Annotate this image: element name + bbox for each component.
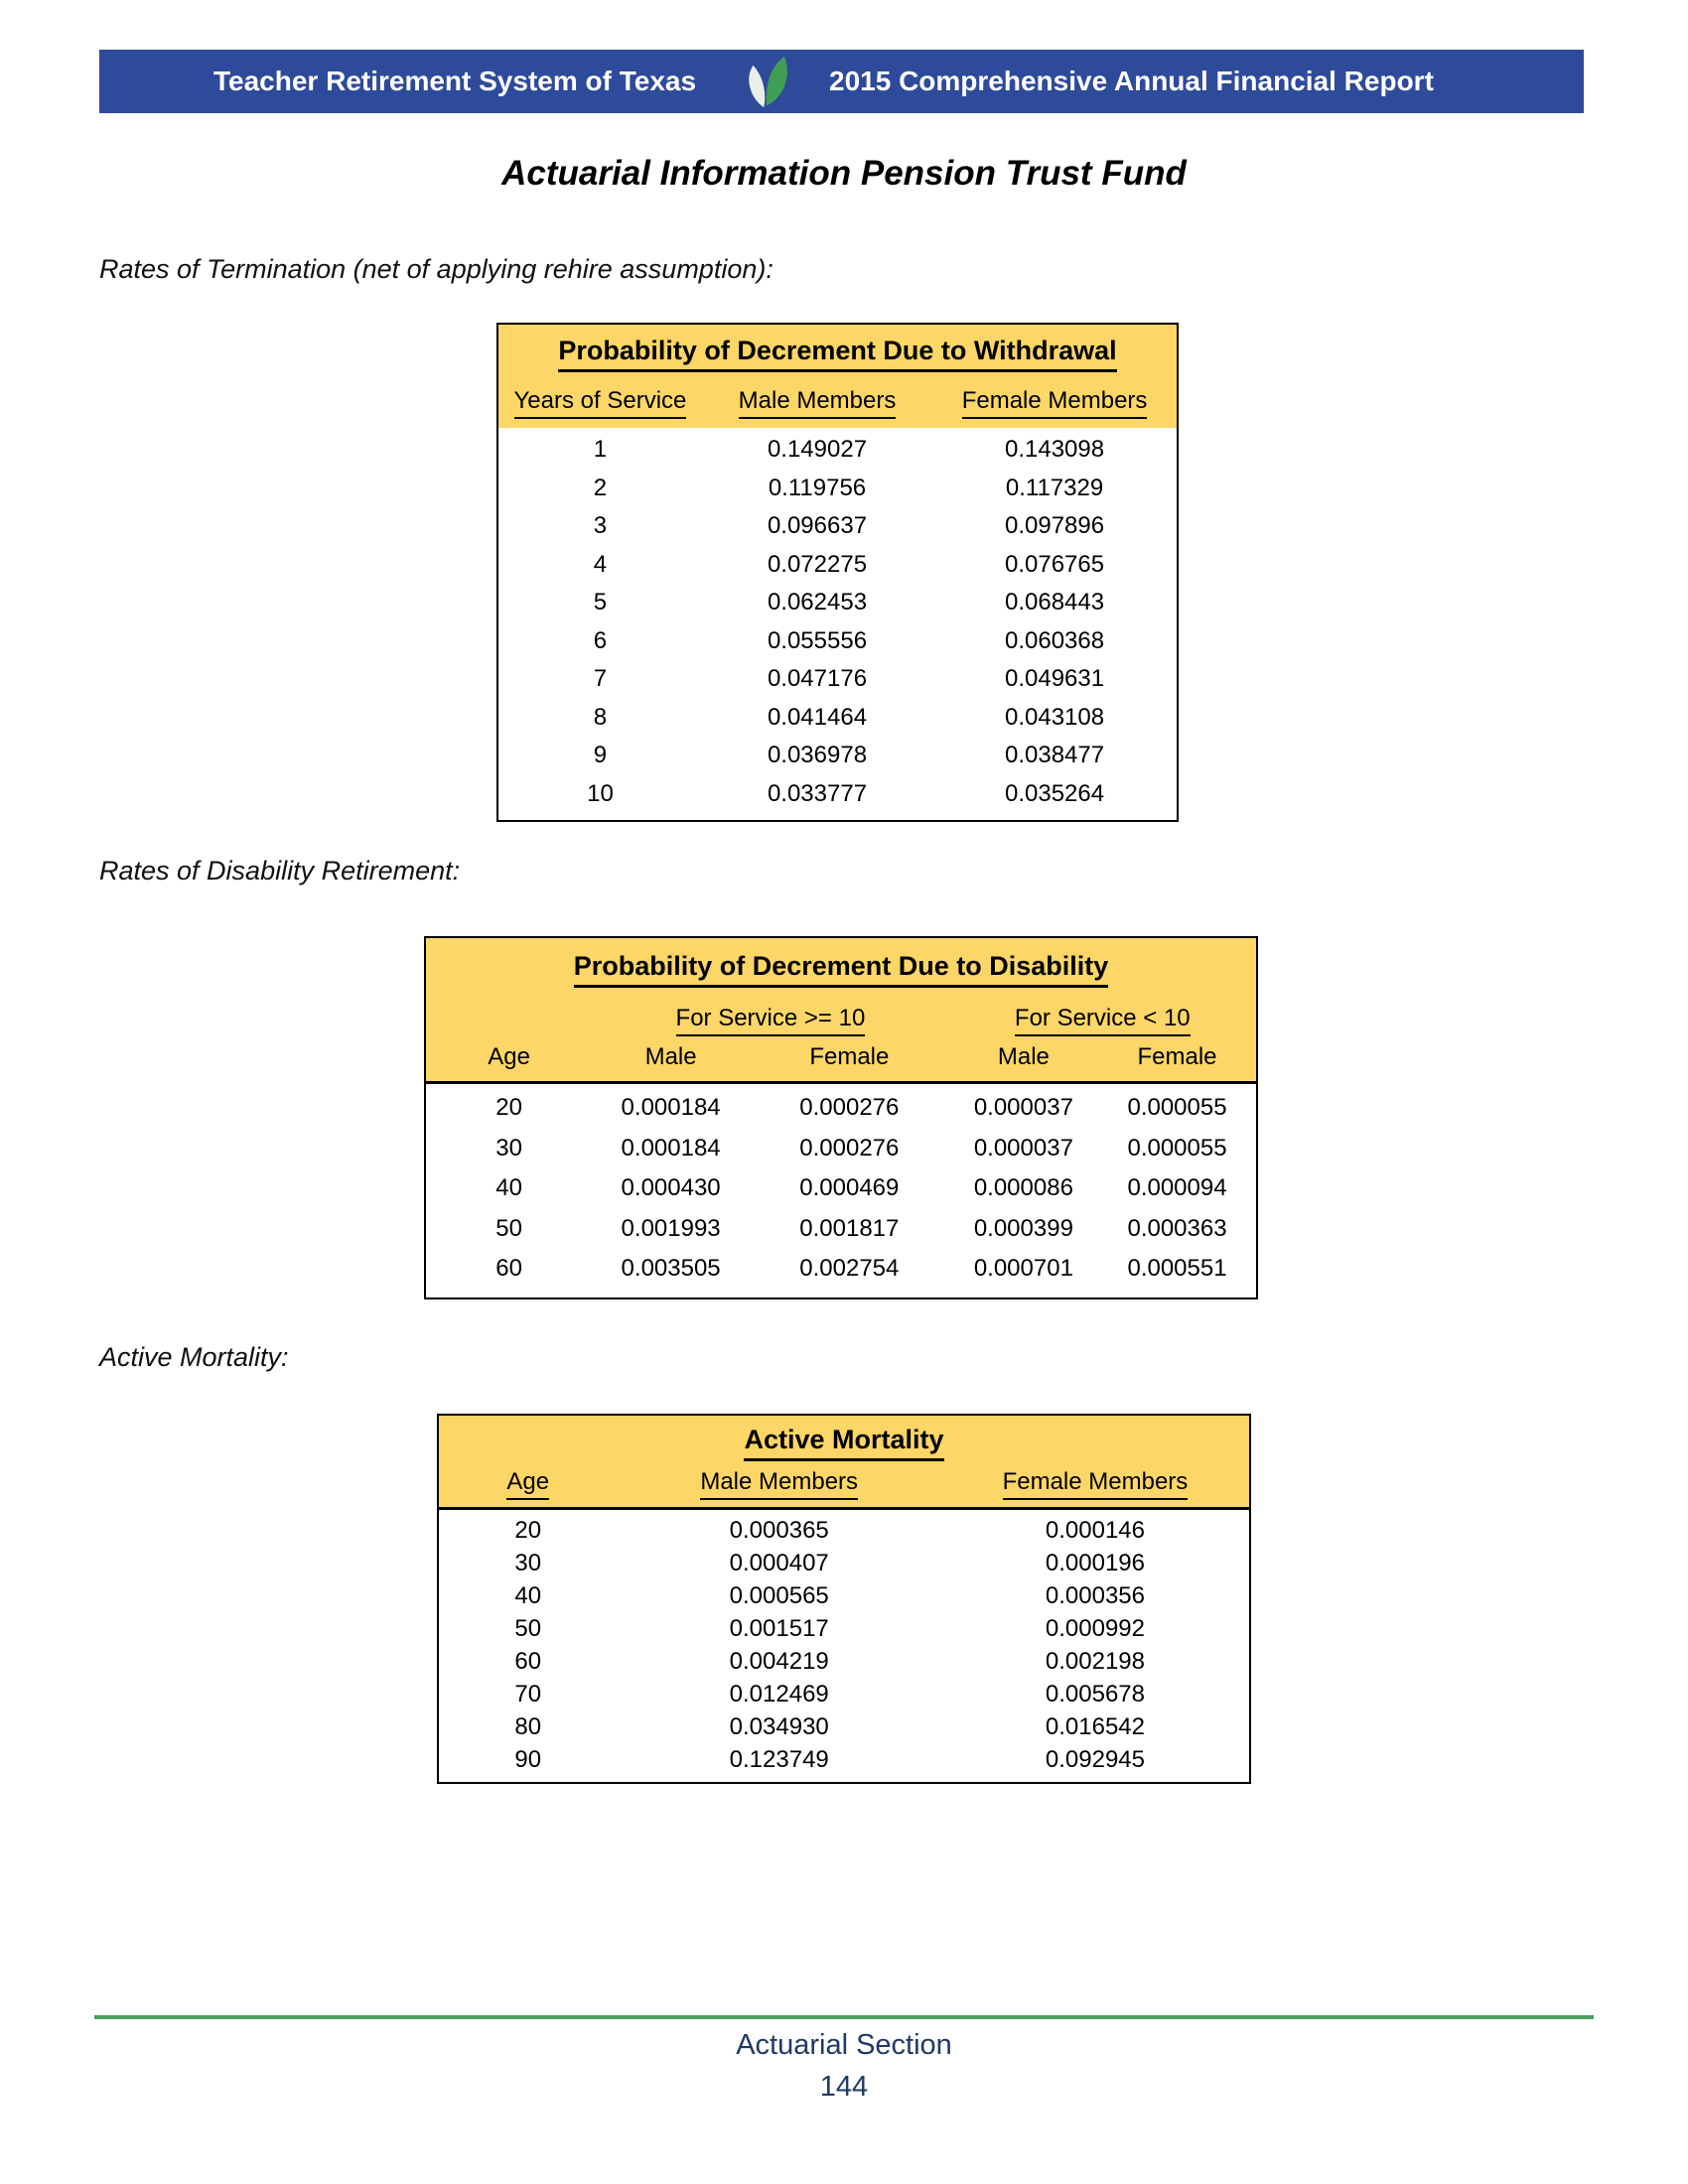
column-header: Years of Service [514,387,687,419]
table-cell: 0.000184 [621,1134,721,1161]
table-cell: 0.000094 [1127,1174,1227,1201]
table-cell: 0.001817 [799,1214,900,1242]
column-header: Male [644,1043,697,1070]
footer-divider [94,2015,1594,2019]
table-cell: 0.036978 [767,742,868,768]
table-cell: 0.143098 [1004,436,1105,463]
banner-left-title: Teacher Retirement System of Texas [213,66,697,96]
page-title: Actuarial Information Pension Trust Fund [501,154,1187,193]
table-cell: 6 [593,626,608,654]
table-cell: 0.049631 [1004,665,1105,692]
table-cell: 30 [514,1550,542,1576]
column-header: Female Members [962,387,1148,419]
withdrawal-table-title: Probability of Decrement Due to Withdrawal [498,325,1177,372]
table-cell: 0.004219 [729,1648,829,1675]
column-header: Female [809,1043,890,1070]
table-cell: 0.034930 [729,1713,829,1740]
table-cell: 2 [593,474,608,501]
mortality-table-title: Active Mortality [439,1416,1249,1461]
table-cell: 50 [495,1214,522,1242]
table-cell: 0.000992 [1045,1615,1145,1642]
table-cell: 0.000407 [729,1550,829,1576]
mortality-table-header [439,1416,1249,1510]
withdrawal-table-header [498,325,1177,428]
table-cell: 0.117329 [1005,474,1104,501]
table-cell: 0.000055 [1127,1134,1227,1161]
table-cell: 0.000469 [799,1174,900,1201]
table-cell: 50 [514,1615,542,1642]
table-cell: 0.000356 [1045,1582,1145,1609]
table-cell: 0.000086 [973,1174,1073,1201]
disability-column-headers [426,1043,1256,1081]
table-cell: 0.000055 [1127,1094,1227,1121]
disability-group-headers [426,1005,1256,1036]
table-cell: 4 [593,550,608,578]
table-cell: 0.001993 [621,1214,721,1242]
table-cell: 8 [593,703,608,731]
column-header: Male Members [739,387,897,419]
table-cell: 0.000430 [621,1174,721,1201]
footer-page-number: 144 [819,2071,869,2103]
table-cell: 10 [587,779,614,807]
table-cell: 0.000565 [729,1582,829,1609]
table-cell: 0.119756 [768,474,867,501]
mortality-column-headers [439,1468,1249,1507]
disability-table-header [426,938,1256,1084]
table-cell: 0.041464 [767,703,868,731]
banner-right-title: 2015 Comprehensive Annual Financial Report [829,66,1434,96]
page-banner [99,50,1584,113]
table-cell: 60 [514,1648,542,1675]
table-cell: 0.000551 [1127,1255,1227,1282]
mortality-table-body [439,1510,1249,1782]
table-cell: 0.003505 [621,1255,721,1282]
table-cell: 20 [514,1517,542,1544]
group-header-service-ge-10: For Service >= 10 [676,1005,866,1036]
table-cell: 5 [593,589,608,615]
mortality-table [437,1414,1251,1784]
table-cell: 0.038477 [1004,742,1105,768]
table-cell: 40 [514,1582,542,1609]
table-cell: 0.000276 [799,1094,900,1121]
table-cell: 0.149027 [767,436,868,463]
table-cell: 0.097896 [1004,512,1105,539]
withdrawal-table [496,323,1179,822]
table-cell: 0.043108 [1004,703,1105,731]
table-cell: 0.000701 [973,1255,1073,1282]
column-header: Female [1137,1043,1217,1070]
table-cell: 0.000363 [1127,1214,1227,1242]
disability-table [424,936,1258,1299]
table-cell: 40 [495,1174,522,1201]
table-cell: 0.033777 [767,779,868,807]
table-cell: 3 [593,512,608,539]
table-cell: 7 [593,665,608,692]
table-cell: 0.001517 [729,1615,829,1642]
column-header: Male [997,1043,1050,1070]
table-cell: 0.000276 [799,1134,900,1161]
table-cell: 0.002754 [799,1255,900,1282]
table-cell: 60 [495,1255,522,1282]
table-cell: 0.000184 [621,1094,721,1121]
table-cell: 0.055556 [767,626,868,654]
table-cell: 0.002198 [1045,1648,1145,1675]
disability-table-body [426,1084,1256,1297]
termination-section-label: Rates of Termination (net of applying rehire assumption): [99,254,774,284]
column-header: Age [506,1468,549,1500]
table-cell: 0.035264 [1004,779,1105,807]
table-cell: 0.005678 [1045,1681,1145,1707]
table-cell: 0.012469 [729,1681,829,1707]
table-cell: 70 [514,1681,542,1707]
table-cell: 0.076765 [1004,550,1105,578]
footer-section-name: Actuarial Section [736,2029,952,2061]
mortality-section-label: Active Mortality: [99,1342,289,1372]
table-cell: 0.068443 [1004,589,1105,615]
column-header: Male Members [700,1468,858,1500]
table-cell: 0.000037 [973,1094,1073,1121]
leaf-logo-icon [740,54,793,111]
table-cell: 30 [495,1134,522,1161]
table-cell: 0.047176 [767,665,868,692]
disability-section-label: Rates of Disability Retirement: [99,856,461,886]
table-cell: 0.072275 [767,550,868,578]
table-cell: 0.062453 [767,589,868,615]
table-cell: 0.000196 [1045,1550,1145,1576]
table-cell: 90 [514,1746,542,1773]
table-cell: 80 [514,1713,542,1740]
withdrawal-column-headers [498,387,1177,428]
disability-table-title: Probability of Decrement Due to Disability [426,938,1256,988]
withdrawal-table-body [498,428,1177,820]
table-cell: 1 [593,436,608,463]
table-cell: 0.000146 [1045,1517,1145,1544]
table-cell: 0.092945 [1045,1746,1145,1773]
group-header-service-lt-10: For Service < 10 [1015,1005,1191,1036]
table-cell: 0.016542 [1045,1713,1145,1740]
table-cell: 0.096637 [767,512,868,539]
column-header: Age [488,1043,530,1070]
table-cell: 0.000399 [973,1214,1073,1242]
table-cell: 0.123749 [729,1746,829,1773]
table-cell: 0.060368 [1004,626,1105,654]
table-cell: 20 [495,1094,522,1121]
column-header: Female Members [1003,1468,1189,1500]
table-cell: 9 [593,742,608,768]
table-cell: 0.000365 [729,1517,829,1544]
table-cell: 0.000037 [973,1134,1073,1161]
